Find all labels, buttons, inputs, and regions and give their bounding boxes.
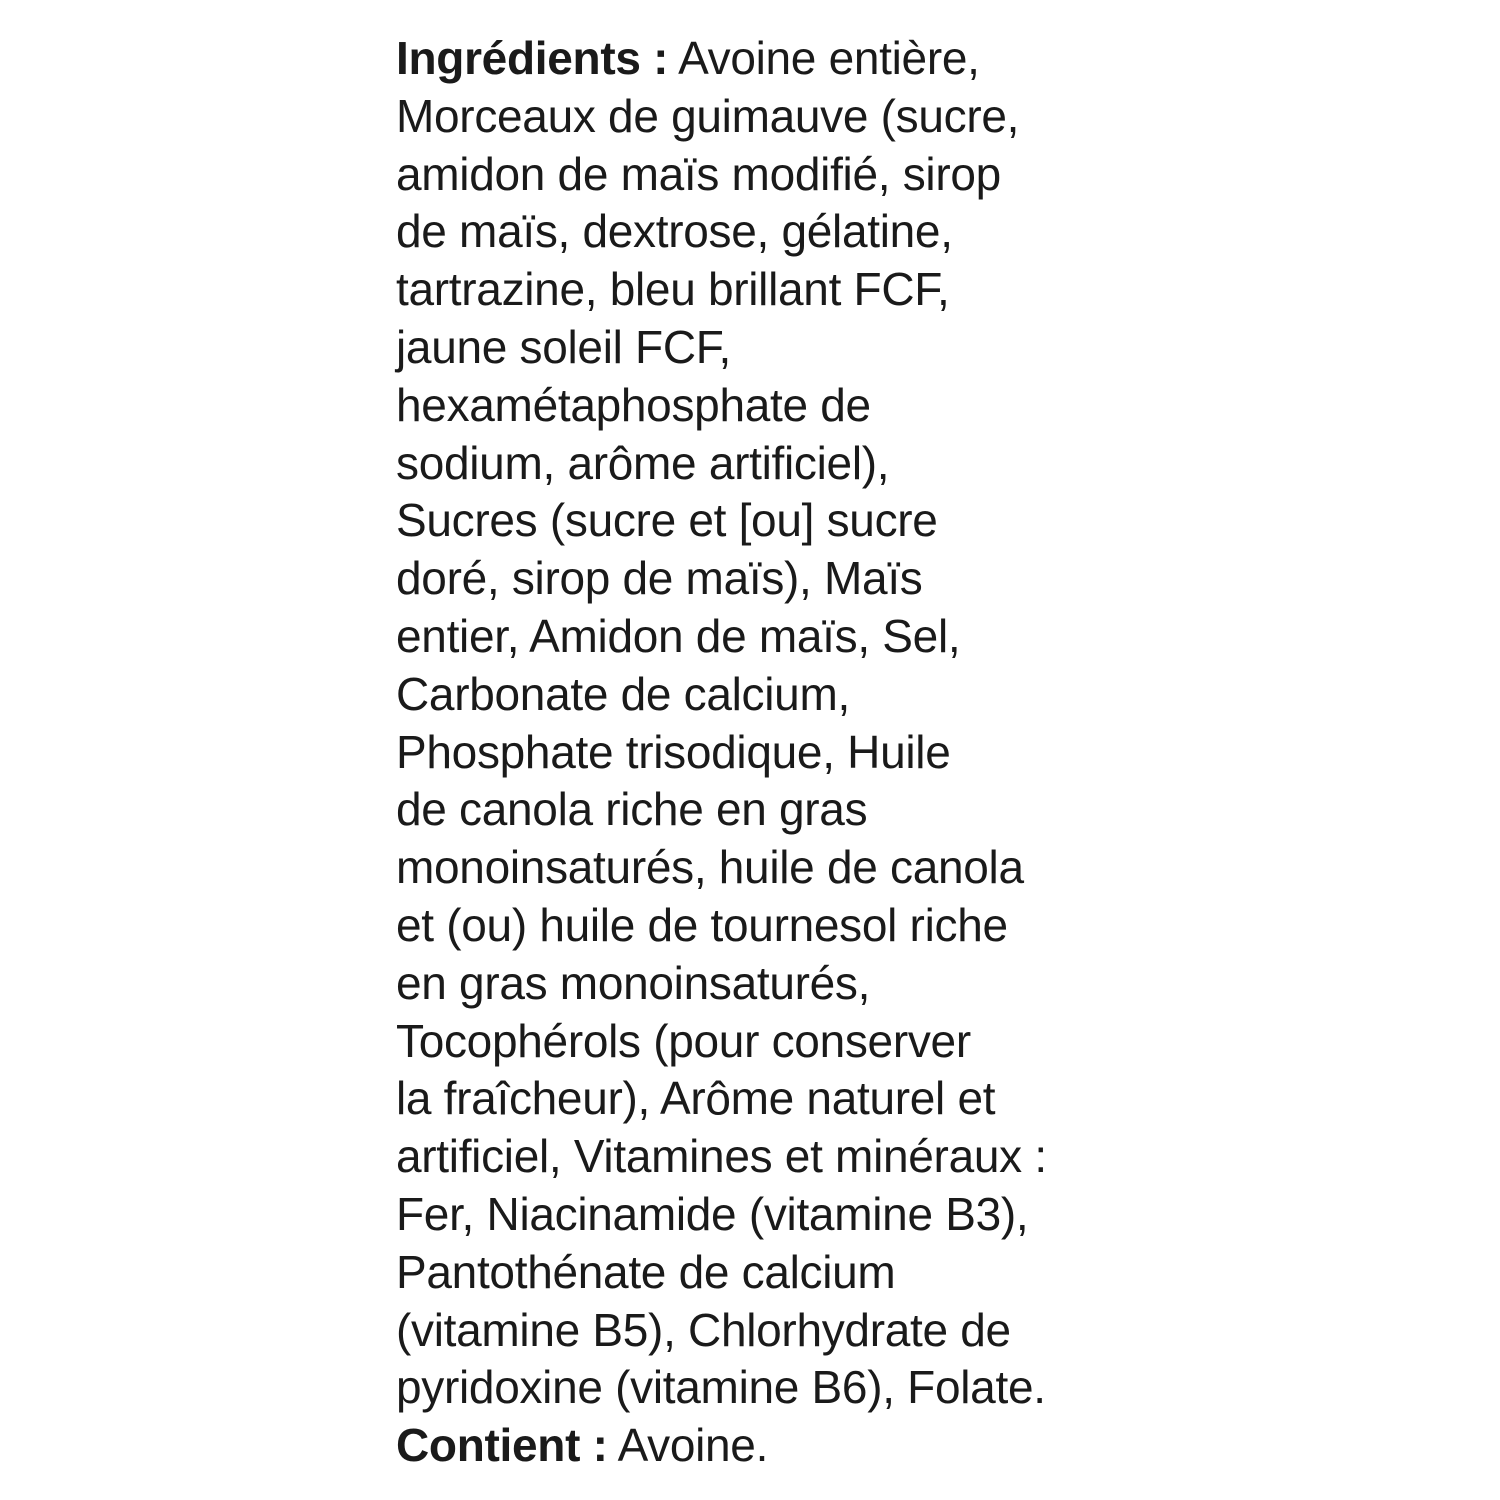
ingredients-line: Tocophérols (pour conserver bbox=[396, 1014, 971, 1067]
ingredients-line: artificiel, Vitamines et minéraux : bbox=[396, 1130, 1047, 1183]
ingredients-line: Sucres (sucre et [ou] sucre bbox=[396, 494, 938, 547]
ingredients-line: tartrazine, bleu brillant FCF, bbox=[396, 263, 950, 316]
ingredients-line: Phosphate trisodique, Huile bbox=[396, 725, 951, 778]
ingredients-line: Pantothénate de calcium bbox=[396, 1245, 896, 1298]
ingredients-line: pyridoxine (vitamine B6), Folate. bbox=[396, 1361, 1046, 1414]
contains-text: Avoine. bbox=[607, 1419, 769, 1472]
ingredients-line: hexamétaphosphate de bbox=[396, 378, 871, 431]
ingredients-line: entier, Amidon de maïs, Sel, bbox=[396, 609, 961, 662]
ingredients-line: de canola riche en gras bbox=[396, 783, 868, 836]
ingredients-line: Carbonate de calcium, bbox=[396, 667, 850, 720]
ingredients-line: amidon de maïs modifié, sirop bbox=[396, 147, 1001, 200]
ingredients-heading: Ingrédients : bbox=[396, 32, 669, 84]
ingredients-line: sodium, arôme artificiel), bbox=[396, 436, 890, 489]
ingredients-line: jaune soleil FCF, bbox=[396, 320, 731, 373]
ingredients-line: la fraîcheur), Arôme naturel et bbox=[396, 1072, 996, 1125]
ingredients-line: en gras monoinsaturés, bbox=[396, 956, 871, 1009]
ingredients-text: Avoine entière, bbox=[668, 32, 980, 84]
ingredient-label bbox=[396, 30, 1156, 1475]
ingredients-first-line bbox=[396, 30, 1156, 88]
ingredients-line: doré, sirop de maïs), Maïs bbox=[396, 552, 923, 605]
ingredients-line: de maïs, dextrose, gélatine, bbox=[396, 205, 953, 258]
ingredients-line: monoinsaturés, huile de canola bbox=[396, 841, 1024, 894]
contains-line bbox=[396, 1417, 1156, 1475]
contains-heading: Contient : bbox=[396, 1419, 608, 1472]
ingredients-line: et (ou) huile de tournesol riche bbox=[396, 898, 1008, 951]
ingredients-line: (vitamine B5), Chlorhydrate de bbox=[396, 1303, 1011, 1356]
ingredients-line: Morceaux de guimauve (sucre, bbox=[396, 89, 1020, 142]
ingredients-line: Fer, Niacinamide (vitamine B3), bbox=[396, 1187, 1029, 1240]
